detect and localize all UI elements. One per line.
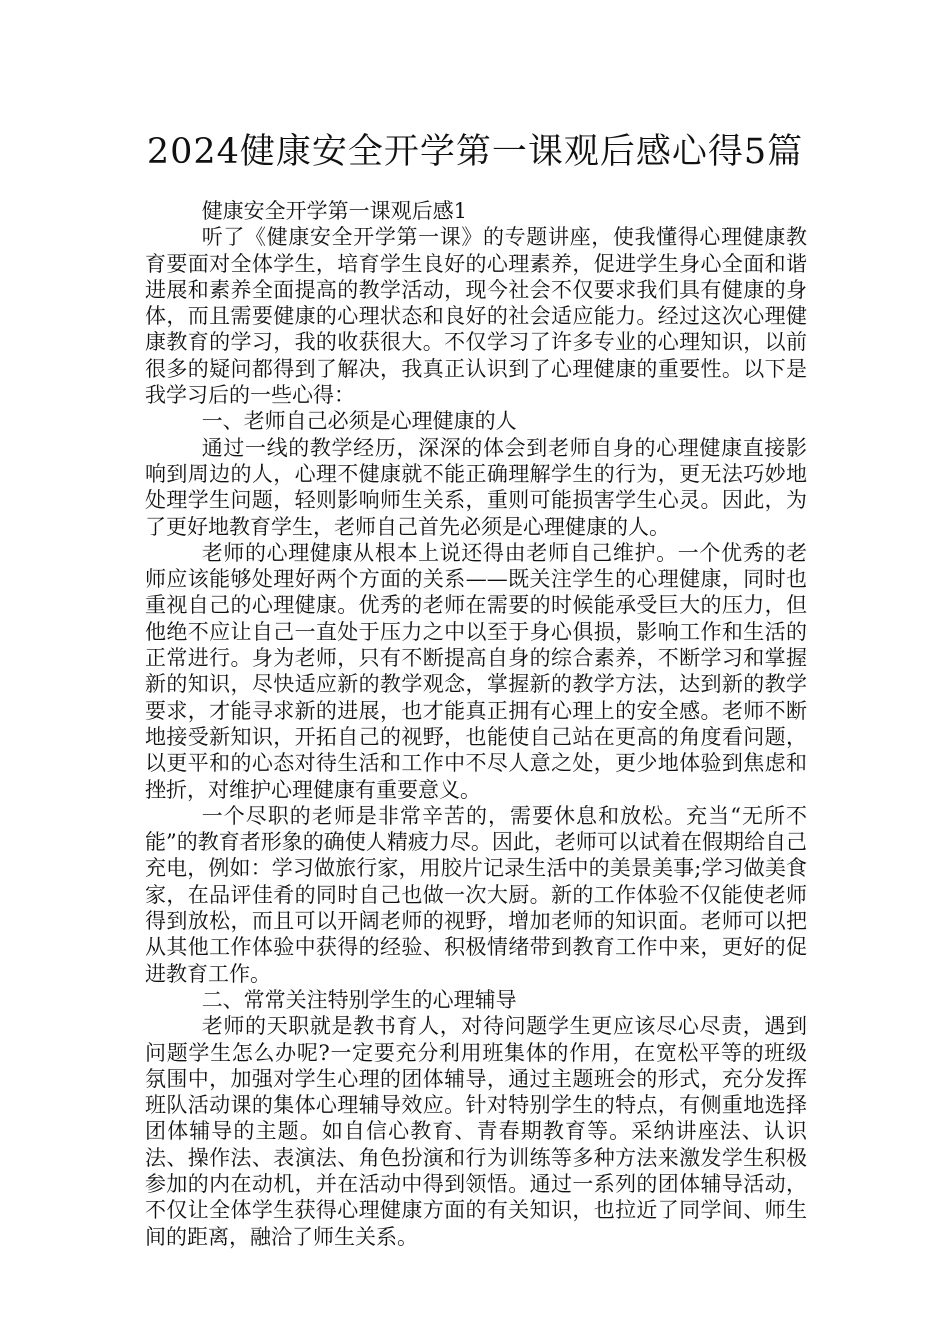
body-paragraph: 听了《健康安全开学第一课》的专题讲座，使我懂得心理健康教育要面对全体学生，培育学生良好的心理素养，促进学生身心全面和谐进展和素养全面提高的教学活动，现今社会不仅要求我们具有健康的身体，而且需要健康的心理状态和良好的社会适应能力。经过这次心理健康教育的学习，我的收获很大。不仅学习了许多专业的心理知识，以前很多的疑问都得到了解决，我真正认识到了心理健康的重要性。以下是我学习后的一些心得：: [145, 225, 807, 408]
section-heading: 二、常常关注特别学生的心理辅导: [201, 987, 517, 1012]
document-title: 2024健康安全开学第一课观后感心得5篇: [146, 132, 804, 172]
section-subtitle: 健康安全开学第一课观后感1: [201, 199, 468, 223]
document-body: [145, 198, 807, 1250]
body-paragraph: 老师的天职就是教书育人，对待问题学生更应该尽心尽责，遇到问题学生怎么办呢?一定要充分利用班集体的作用，在宽松平等的班级氛围中，加强对学生心理的团体辅导，通过主题班会的形式，充分发挥班队活动课的集体心理辅导效应。针对特别学生的特点，有侧重地选择团体辅导的主题。如自信心教育、青春期教育等。采纳讲座法、认识法、操作法、表演法、角色扮演和行为训练等多种方法来激发学生积极参加的内在动机，并在活动中得到领悟。通过一系列的团体辅导活动，不仅让全体学生获得心理健康方面的有关知识，也拉近了同学间、师生间的距离，融洽了师生关系。: [145, 1014, 807, 1249]
section-heading: 一、老师自己必须是心理健康的人: [201, 409, 517, 434]
body-paragraph: 一个尽职的老师是非常辛苦的，需要休息和放松。充当“无所不能”的教育者形象的确使人精疲力尽。因此，老师可以试着在假期给自己充电，例如：学习做旅行家，用胶片记录生活中的美景美事;学习做美食家，在品评佳肴的同时自己也做一次大厨。新的工作体验不仅能使老师得到放松，而且可以开阔老师的视野，增加老师的知识面。老师可以把从其他工作体验中获得的经验、积极情绪带到教育工作中来，更好的促进教育工作。: [145, 803, 807, 986]
body-paragraph: 通过一线的教学经历，深深的体会到老师自身的心理健康直接影响到周边的人，心理不健康就不能正确理解学生的行为，更无法巧妙地处理学生问题，轻则影响师生关系，重则可能损害学生心灵。因此，为了更好地教育学生，老师自己首先必须是心理健康的人。: [145, 435, 807, 539]
body-paragraph: 老师的心理健康从根本上说还得由老师自己维护。一个优秀的老师应该能够处理好两个方面的关系——既关注学生的心理健康，同时也重视自己的心理健康。优秀的老师在需要的时候能承受巨大的压力，但他绝不应让自己一直处于压力之中以至于身心俱损，影响工作和生活的正常进行。身为老师，只有不断提高自身的综合素养，不断学习和掌握新的知识，尽快适应新的教学观念，掌握新的教学方法，达到新的教学要求，才能寻求新的进展，也才能真正拥有心理上的安全感。老师不断地接受新知识，开拓自己的视野，也能使自己站在更高的角度看问题，以更平和的心态对待生活和工作中不尽人意之处，更少地体验到焦虑和挫折，对维护心理健康有重要意义。: [145, 540, 807, 802]
